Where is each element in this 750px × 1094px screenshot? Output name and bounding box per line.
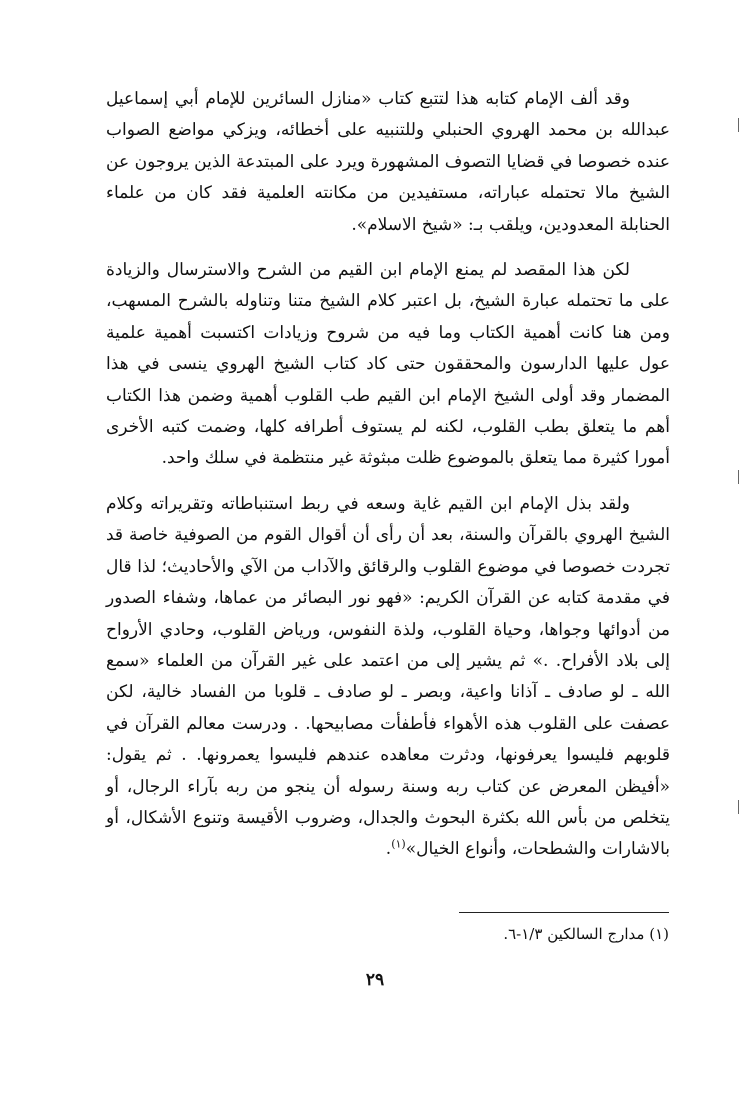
paragraph-1: وقد ألف الإمام كتابه هذا لتتبع كتاب «منازل السائرين للإمام أبي إسماعيل عبدالله بن محمد الهروي الحنبلي وللتنبيه على أخطائه، ويزكي مواضع الصواب عنده خصوصا في قضايا التصوف المشهورة ويرد على المبتدعة الذين يروجون عن الشيخ مالا تحتمله عباراته، مستفيدين من مكانته العلمية فقد كان من علماء الحنابلة المعدودين، ويلقب بـ: «شيخ الاسلام».	[106, 89, 670, 235]
footnote-divider	[459, 912, 669, 913]
main-text	[106, 84, 670, 866]
paragraph-3	[106, 489, 670, 866]
paragraph-3-end: .	[385, 839, 392, 860]
margin-mark	[738, 800, 739, 814]
footnote-marker: (١)	[391, 837, 406, 851]
margin-mark	[738, 470, 739, 484]
margin-mark	[738, 118, 739, 132]
page-number: ٢٩	[365, 970, 385, 990]
paragraph-2: لكن هذا المقصد لم يمنع الإمام ابن القيم من الشرح والاسترسال والزيادة على ما تحتمله عبارة الشيخ، بل اعتبر كلام الشيخ متنا وتناوله بالشرح المسهب، ومن هنا كانت أهمية الكتاب وما فيه من شروح وزيادات اكتسبت أهمية علمية عول عليها الدارسون والمحققون حتى كاد كتاب الشيخ الهروي ينسى في هذا المضمار وقد أولى الشيخ الإمام ابن القيم طب القلوب أهمية وضمن هذا الكتاب أهم ما يتعلق بطب القلوب، لكنه لم يستوف أطرافه كلها، وضمت كتبه الأخرى أمورا كثيرة مما يتعلق بالموضوع ظلت مبثوثة غير منتظمة في سلك واحد.	[106, 260, 670, 469]
paragraph-gap	[106, 475, 670, 489]
paragraph-3-text: ولقد بذل الإمام ابن القيم غاية وسعه في ربط استنباطاته وتقريراته وكلام الشيخ الهروي بالقرآن والسنة، بعد أن رأى أن أقوال القوم من الصوفية خاصة قد تجردت خصوصا في موضوع القلوب والرقائق والآداب من الآي والأحاديث؛ لذا قال في مقدمة كتابه عن القرآن الكريم: «فهو نور البصائر من عماها، وشفاء الصدور من أدوائها وجواها، وحياة القلوب، ولذة النفوس، ورياض القلوب، وحادي الأرواح إلى بلاد الأفراح. .» ثم يشير إلى من اعتمد على غير القرآن من العلماء «سمع الله ـ لو صادف ـ آذانا واعية، وبصر ـ لو صادف ـ قلوبا من الفساد خالية، لكن عصفت على القلوب هذه الأهواء فأطفأت مصابيحها. . ودرست معالم القرآن في قلوبهم فليسوا يعرفونها، ودثرت معاهده عندهم فليسوا يعمرونها. . ثم يقول: «أفيظن المعرض عن كتاب ربه وسنة رسوله أن ينجو من ربه بآراء الرجال، أو يتخلص من بأس الله بكثرة البحوث والجدال، وضروب الأقيسة وتنوع الأشكال، أو بالاشارات والشطحات، وأنواع الخيال»	[106, 493, 670, 860]
footnote: (١) مدارج السالكين ١/٣-٦.	[503, 925, 669, 943]
paragraph-gap	[106, 241, 670, 255]
